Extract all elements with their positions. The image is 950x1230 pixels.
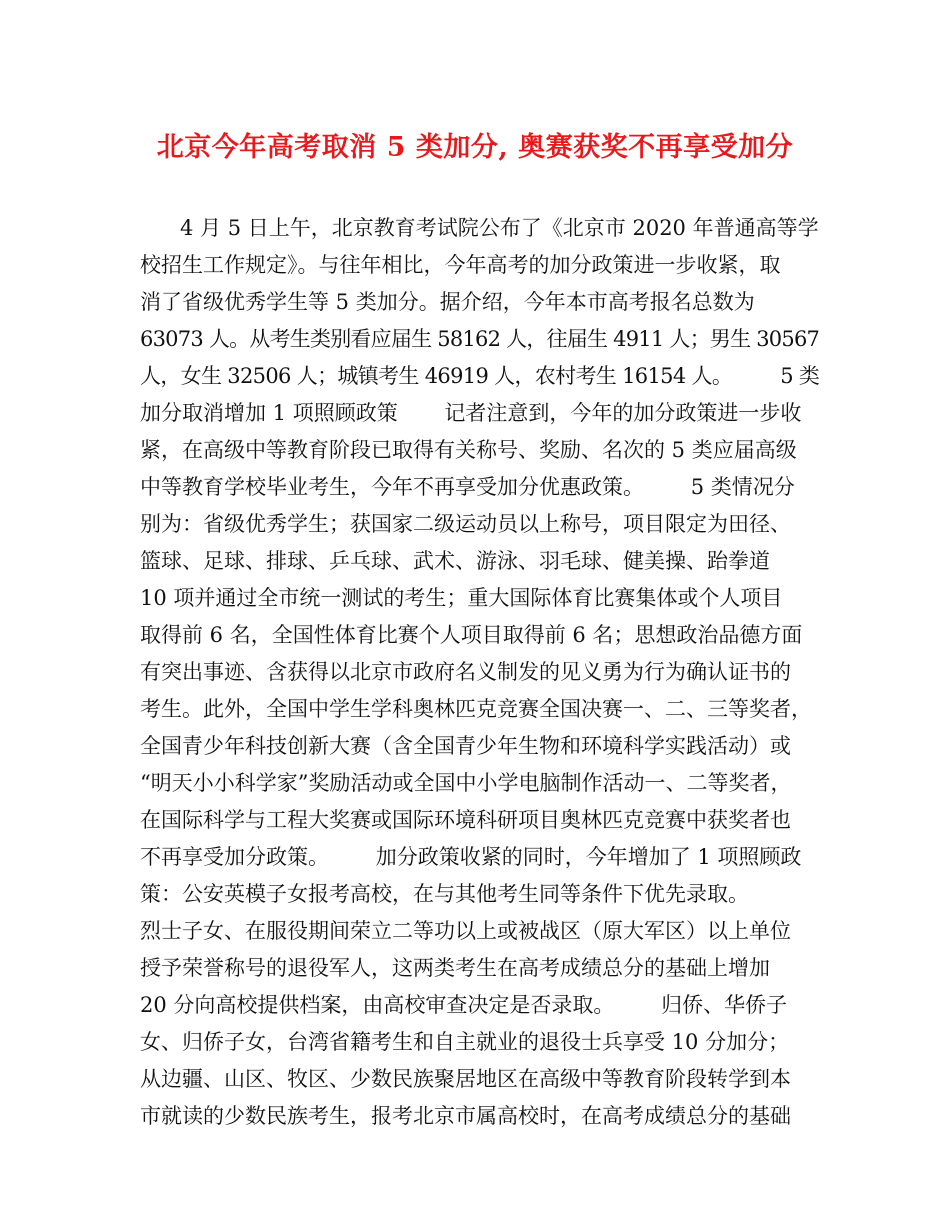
text-line: 有突出事迹、含获得以北京市政府名义制发的见义勇为行为确认证书的 <box>140 660 791 684</box>
text-line: 授予荣誉称号的退役军人，这两类考生在高考成绩总分的基础上增加 <box>140 956 770 980</box>
text-line: 篮球、足球、排球、乒乓球、武术、游泳、羽毛球、健美操、跆拳道 <box>140 549 770 573</box>
text-line: 市就读的少数民族考生，报考北京市属高校时，在高考成绩总分的基础 <box>140 1104 791 1128</box>
text-line: 考生。此外，全国中学生学科奥林匹克竞赛全国决赛一、二、三等奖者， <box>140 697 812 721</box>
text-line: 不再享受加分政策。 加分政策收紧的同时，今年增加了 1 项照顾政 <box>140 845 802 869</box>
article-title: 北京今年高考取消 5 类加分, 奥赛获奖不再享受加分 <box>156 132 794 163</box>
text-line: 消了省级优秀学生等 5 类加分。据介绍，今年本市高考报名总数为 <box>140 290 755 314</box>
article-body <box>140 210 820 1135</box>
text-line: 加分取消增加 1 项照顾政策 记者注意到，今年的加分政策进一步收 <box>140 401 802 425</box>
text-line: 校招生工作规定》。与往年相比，今年高考的加分政策进一步收紧，取 <box>140 253 781 277</box>
text-line: 女、归侨子女，台湾省籍考生和自主就业的退役士兵享受 10 分加分； <box>140 1030 790 1054</box>
text-line: 4 月 5 日上午，北京教育考试院公布了《北京市 2020 年普通高等学 <box>140 216 819 240</box>
text-line: 策：公安英模子女报考高校，在与其他考生同等条件下优先录取。 <box>140 882 749 906</box>
text-line: 烈士子女、在服役期间荣立二等功以上或被战区（原大军区）以上单位 <box>140 919 791 943</box>
text-line: 10 项并通过全市统一测试的考生；重大国际体育比赛集体或个人项目 <box>140 586 783 610</box>
text-line: 取得前 6 名，全国性体育比赛个人项目取得前 6 名；思想政治品德方面 <box>140 623 803 647</box>
text-line: 63073 人。从考生类别看应届生 58162 人，往届生 4911 人；男生 30567 <box>140 327 820 351</box>
text-line: 别为：省级优秀学生；获国家二级运动员以上称号，项目限定为田径、 <box>140 512 791 536</box>
text-line: “明天小小科学家”奖励活动或全国中小学电脑制作活动一、二等奖者， <box>140 771 792 795</box>
text-line: 全国青少年科技创新大赛（含全国青少年生物和环境科学实践活动）或 <box>140 734 791 758</box>
text-line: 中等教育学校毕业考生，今年不再享受加分优惠政策。 5 类情况分 <box>140 475 795 499</box>
text-line: 从边疆、山区、牧区、少数民族聚居地区在高级中等教育阶段转学到本 <box>140 1067 791 1091</box>
text-line: 人，女生 32506 人；城镇考生 46919 人，农村考生 16154 人。 5 类 <box>140 364 820 388</box>
text-line: 紧，在高级中等教育阶段已取得有关称号、奖励、名次的 5 类应届高级 <box>140 438 797 462</box>
text-line: 20 分向高校提供档案，由高校审查决定是否录取。 归侨、华侨子 <box>140 993 788 1017</box>
text-line: 在国际科学与工程大奖赛或国际环境科研项目奥林匹克竞赛中获奖者也 <box>140 808 791 832</box>
